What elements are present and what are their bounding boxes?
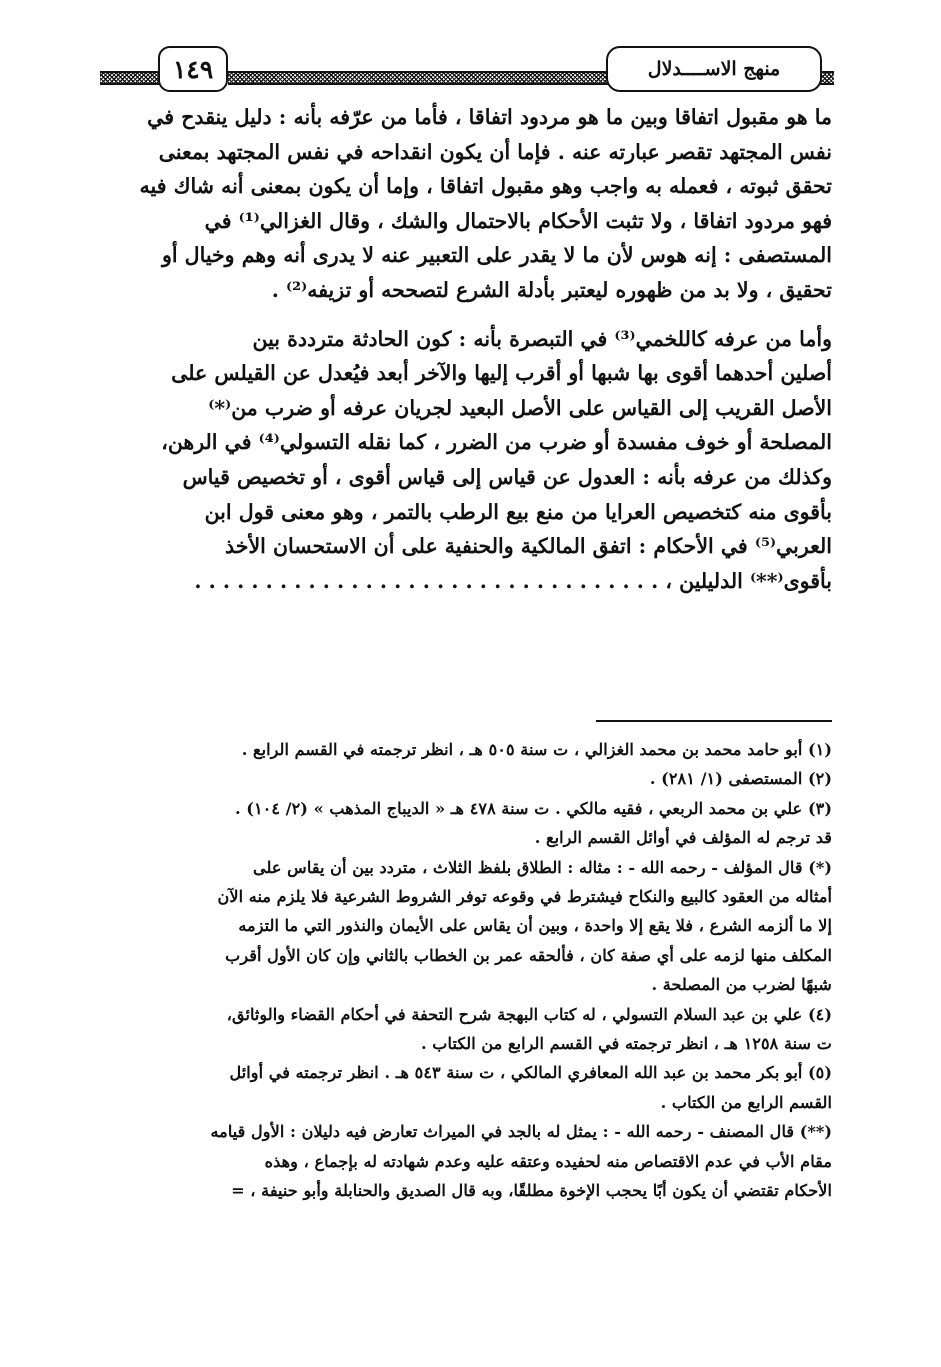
footnote-line: (٢) المستصفى (١/ ٢٨١) . (649, 769, 832, 789)
footnote-line: المكلف منها لزمه على أي صفة كان ، فألحقه عمر بن الخطاب بالثاني وإن كان الأول أقرب (225, 945, 832, 965)
footnote-line: (**) قال المصنف - رحمه الله - : يمثل له بالجد في الميراث تعارض فيه دليلان : الأول قيامه (210, 1122, 832, 1142)
footnote-line: (٣) علي بن محمد الربعي ، فقيه مالكي . ت سنة ٤٧٨ هـ « الديباج المذهب » (٢/ ١٠٤) . (235, 798, 832, 818)
page-number: ١٤٩ (158, 46, 228, 92)
footnote-line: (١) أبو حامد محمد بن محمد الغزالي ، ت سنة ٥٠٥ هـ ، انظر ترجمته في القسم الرابع . (241, 740, 832, 759)
page-header (100, 44, 830, 96)
footnote (102, 853, 832, 1000)
header-ornament-left (100, 71, 162, 85)
footnote-line: القسم الرابع من الكتاب . (660, 1092, 832, 1112)
footnote (102, 1000, 832, 1059)
text-line: أصلين أحدهما أقوى بها شبها أو أقرب إليها والآخر أبعد فيُعدل عن القيلس على (171, 361, 832, 386)
footnote (102, 794, 832, 853)
text-line: العربي⁽⁵⁾ في الأحكام : اتفق المالكية والحنفية على أن الاستحسان الأخذ (225, 534, 832, 559)
footnote-line: الأحكام تقتضي أن يكون أبًا يحجب الإخوة مطلقًا، وبه قال الصديق والحنابلة وأبو حنيفة ، = (231, 1181, 832, 1201)
text-line: الأصل القريب إلى القياس على الأصل البعيد لجريان عرفه أو ضرب من⁽*⁾ (208, 395, 832, 420)
footnote-line: (٤) علي بن عبد السلام التسولي ، له كتاب البهجة شرح التحفة في أحكام القضاء والوثائق، (226, 1004, 832, 1024)
text-line: وكذلك من عرفه بأنه : العدول عن قياس إلى قياس أقوى ، أو تخصيص قياس (182, 464, 832, 489)
footnote-line: أمثاله من العقود كالبيع والنكاح فيشترط في وقوعه توفر الشروط الشرعية فلا يلزم منه الآن (217, 887, 832, 907)
text-line: المصلحة أو خوف مفسدة أو ضرب من الضرر ، كما نقله التسولي⁽⁴⁾ في الرهن، (161, 430, 832, 455)
header-ornament-right (820, 71, 834, 85)
footnote-line: إلا ما ألزمه الشرع ، فلا يقع إلا واحدة ، وبين أن يقاس على الأيمان والنذور التي ما التزمه (238, 916, 832, 936)
footnote-line: (*) قال المؤلف - رحمه الله - : مثاله : الطلاق بلفظ الثلاث ، متردد بين أن يقاس على (253, 857, 832, 877)
footnote-line: مقام الأب في عدم الاقتصاص منه لحفيده وعتقه عليه وعدم شهادته له بإجماع ، وهذه (264, 1151, 832, 1171)
text-line: بأقوى⁽**⁾ الدليلين ، . . . . . . . . . . . . . . . . . . . . . . . . . . . . . . . . . (194, 568, 832, 593)
footnote-separator (596, 720, 832, 722)
paragraph (102, 100, 832, 308)
footnote (102, 1058, 832, 1117)
footnotes (102, 735, 832, 1206)
running-title: منهج الاســــدلال (606, 46, 822, 92)
footnote-line: شبهًا لضرب من المصلحة . (651, 975, 832, 995)
text-line: بأقوى منه كتخصيص العرايا من منع بيع الرطب بالتمر ، وهو معنى قول ابن (204, 499, 832, 524)
paragraph (102, 322, 832, 599)
footnote (102, 764, 832, 793)
text-line: تحقق ثبوته ، فعمله به واجب وهو مقبول اتفاقا ، وإما أن يكون بمعنى أنه شاك فيه (139, 174, 832, 199)
text-line: وأما من عرفه كاللخمي⁽³⁾ في التبصرة بأنه : كون الحادثة مترددة بين (252, 326, 832, 351)
footnote-line: ت سنة ١٢٥٨ هـ ، انظر ترجمته في القسم الرابع من الكتاب . (421, 1034, 832, 1054)
footnote (102, 1117, 832, 1205)
footnote-line: قد ترجم له المؤلف في أوائل القسم الرابع . (534, 828, 832, 848)
text-line: نفس المجتهد تقصر عبارته عنه . فإما أن يكون انقداحه في نفس المجتهد بمعنى (158, 139, 832, 164)
text-line: تحقيق ، ولا بد من ظهوره ليعتبر بأدلة الشرع لتصححه أو تزيفه⁽²⁾ . (271, 277, 832, 302)
footnote (102, 735, 832, 764)
footnote-line: (٥) أبو بكر محمد بن عبد الله المعافري المالكي ، ت سنة ٥٤٣ هـ . انظر ترجمته في أوائل (229, 1063, 832, 1083)
main-text (102, 100, 832, 598)
text-line: المستصفى : إنه هوس لأن ما لا يقدر على التعبير عنه لا يدرى أنه وهم وخيال أو (161, 243, 832, 268)
text-line: ما هو مقبول اتفاقا وبين ما هو مردود اتفاقا ، فأما من عرّفه بأنه : دليل ينقدح في (147, 105, 832, 129)
text-line: فهو مردود اتفاقا ، ولا تثبت الأحكام بالاحتمال والشك ، وقال الغزالي⁽¹⁾ في (204, 208, 832, 233)
